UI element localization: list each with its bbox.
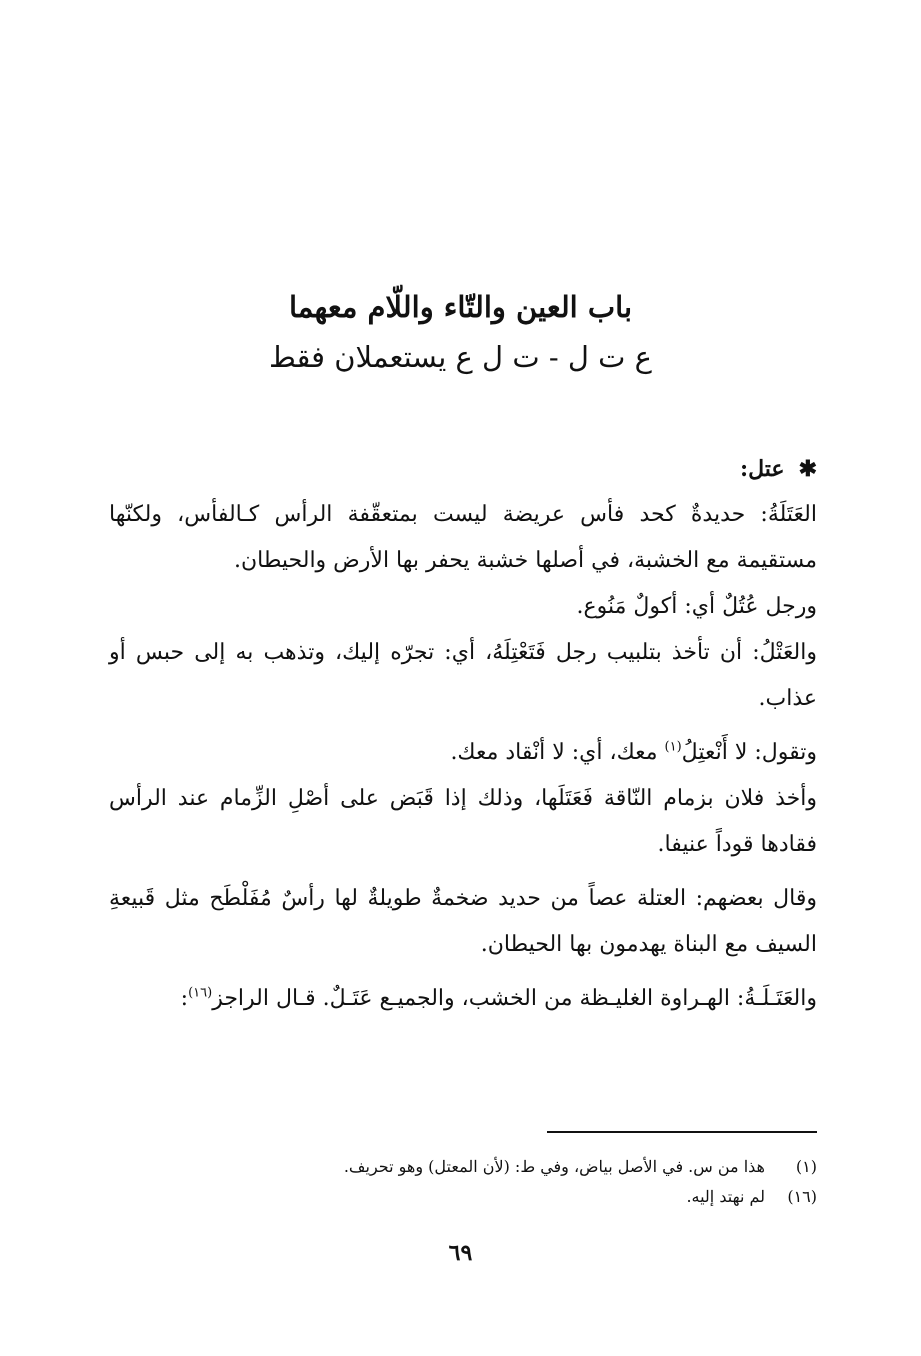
- paragraph-ataleh: العَتَلَةُ: حديدةٌ كحد فأس عريضة ليست بمتعقّفة الرأس كـالفأس، ولكنّها مستقيمة مع الخشبة، في أصلها خشبة يحفر بها الأرض والحيطان.: [109, 502, 817, 573]
- footnote-item: [109, 1182, 817, 1212]
- paragraph-text-end: معك، أي: لا أنْقاد معك.: [450, 740, 665, 765]
- paragraph-utul: ورجل عُتُلٌ أي: أكولٌ مَنُوع.: [576, 594, 817, 619]
- paragraph-text-end: :: [180, 986, 189, 1011]
- paragraph-baduhum: وقال بعضهم: العتلة عصاً من حديد ضخمةٌ طويلةٌ لها رأسٌ مُفَلْطَح مثل قَبيعةِ السيف مع البناة يهدمون بها الحيطان.: [109, 886, 817, 957]
- page-number: ٦٩: [448, 1240, 473, 1266]
- paragraph-text-start: وتقول: لا أَنْعتِلُ: [681, 740, 817, 765]
- entry-root: عتل:: [740, 456, 785, 482]
- entry-body: [109, 446, 817, 1022]
- footnote-number: (١٦): [787, 1187, 817, 1206]
- chapter-heading: [0, 282, 921, 382]
- chapter-subtitle: ع ت ل - ت ل ع يستعملان فقط: [268, 340, 652, 374]
- footnote-text: هذا من س. في الأصل بياض، وفي ط: (لأن المعتل) وهو تحريف.: [343, 1157, 765, 1176]
- footnote-text: لم نهتد إليه.: [686, 1187, 765, 1206]
- paragraph-zimam: وأخذ فلان بزمام النّاقة فَعَتَلَها، وذلك إذا قَبَض على أصْلِ الزِّمام عند الرأس فقادها قوداً عنيفا.: [109, 786, 817, 857]
- chapter-title: باب العين والتّاء واللّام معهما: [288, 290, 633, 324]
- entry-headword: [109, 446, 817, 492]
- footnote-ref-16: (١٦): [188, 985, 213, 1001]
- asterisk-icon: ✱: [798, 456, 817, 482]
- paragraph-text-start: والعَتَـلَـةُ: الهـراوة الغليـظة من الخشب، والجميـع عَتَـلٌ. قـال الراجز: [212, 986, 817, 1011]
- paragraph-la-anatil: [109, 730, 817, 776]
- footnote-number: (١): [795, 1157, 817, 1176]
- footnote-ref-1: (١): [664, 739, 682, 755]
- paragraph-hirawa: [109, 976, 817, 1022]
- footnotes: [109, 1152, 817, 1212]
- footnote-item: [109, 1152, 817, 1182]
- paragraph-atl: والعَتْلُ: أن تأخذ بتلبيب رجل فَتَعْتِلَهُ، أي: تجرّه إليك، وتذهب به إلى حبس أو عذاب.: [109, 640, 817, 711]
- footnote-divider: [547, 1131, 817, 1133]
